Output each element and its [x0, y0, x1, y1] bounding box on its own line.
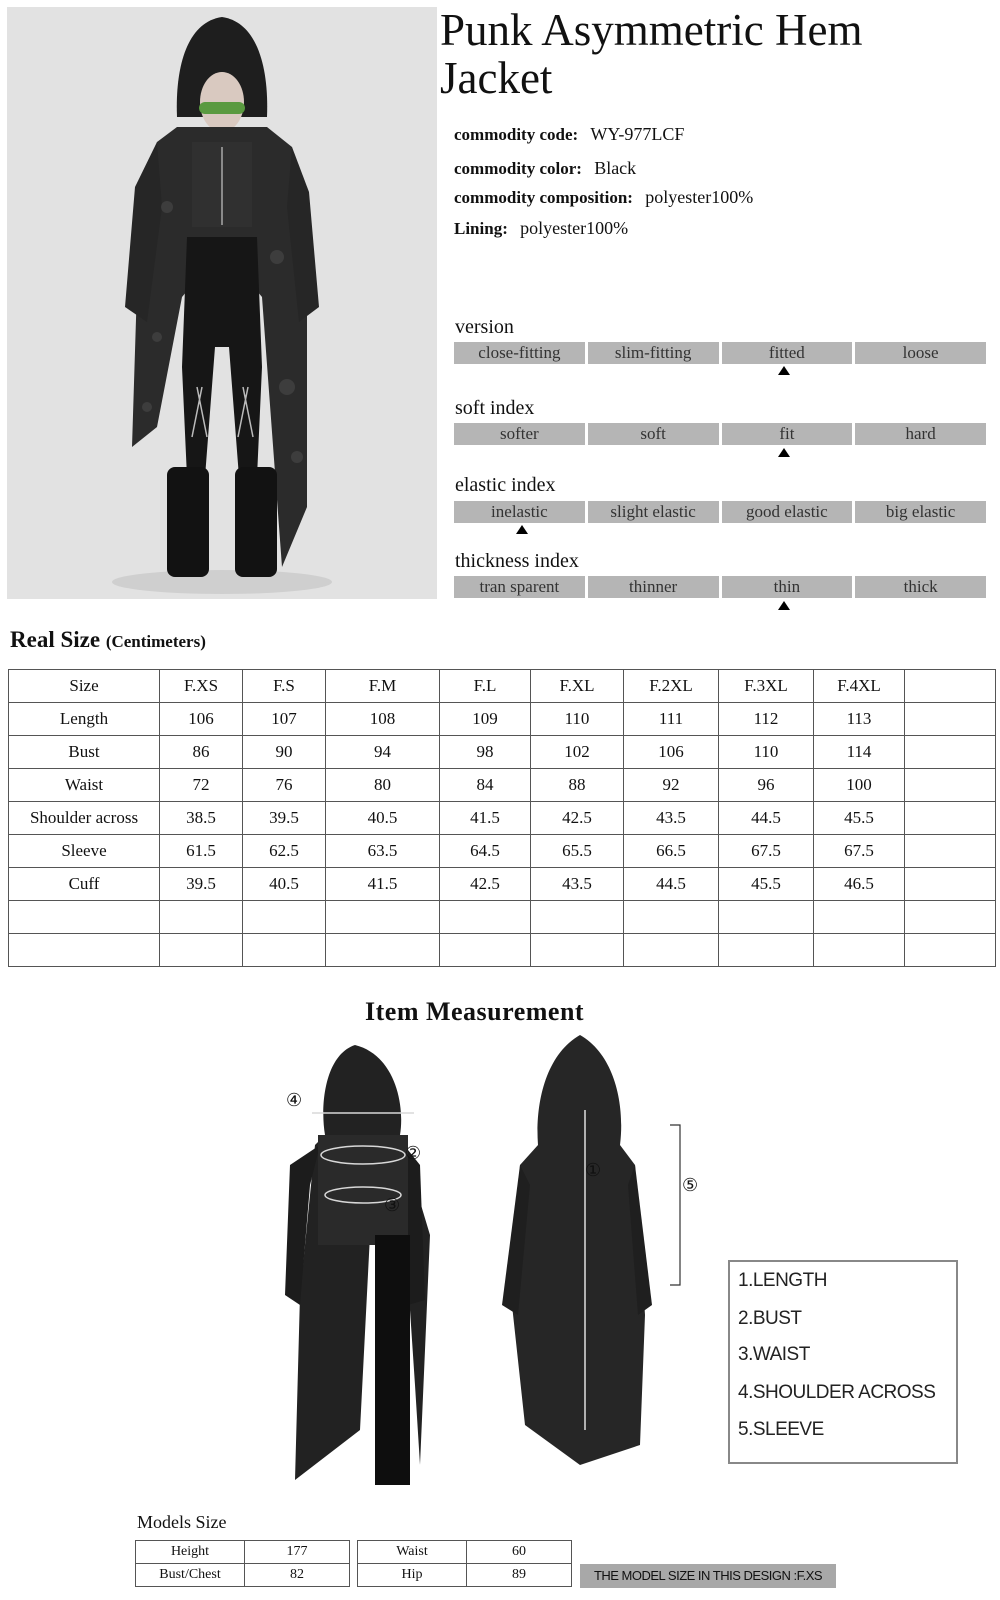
coat-diagram: [280, 1035, 720, 1495]
table-cell: 40.5: [326, 802, 440, 835]
table-cell: 86: [160, 736, 243, 769]
measurement-legend: [728, 1260, 958, 1464]
table-cell: 94: [326, 736, 440, 769]
table-cell: 177: [245, 1541, 350, 1564]
table-cell: [905, 934, 996, 967]
legend-item: 3.WAIST: [738, 1344, 810, 1365]
table-cell: 84: [440, 769, 531, 802]
table-cell: 102: [531, 736, 624, 769]
table-cell: 76: [243, 769, 326, 802]
table-cell: 111: [624, 703, 719, 736]
table-row: [136, 1564, 350, 1587]
thickness-index-option: thinner: [588, 576, 719, 598]
header-cell: F.XL: [531, 670, 624, 703]
header-cell: Size: [9, 670, 160, 703]
table-cell: [814, 934, 905, 967]
table-cell: [326, 934, 440, 967]
table-cell: 108: [326, 703, 440, 736]
item-measurement-title: Item Measurement: [365, 997, 585, 1026]
spec-commodity-composition: [454, 187, 753, 208]
legend-item: 1.LENGTH: [738, 1270, 827, 1291]
row-label-cell: Waist: [9, 769, 160, 802]
real-size-table: [8, 669, 996, 967]
table-cell: 39.5: [243, 802, 326, 835]
elastic-index-option: slight elastic: [588, 501, 719, 523]
soft-index-label: soft index: [455, 397, 535, 419]
table-cell: 110: [719, 736, 814, 769]
spec-value: WY-977LCF: [590, 124, 685, 144]
table-cell: 61.5: [160, 835, 243, 868]
table-cell: [531, 901, 624, 934]
real-size-body: [9, 670, 996, 967]
elastic-index-scale: [454, 501, 986, 523]
soft-index-option: softer: [454, 423, 585, 445]
table-cell: [243, 901, 326, 934]
table-cell: 92: [624, 769, 719, 802]
header-cell: F.L: [440, 670, 531, 703]
thickness-index-selected-marker-icon: [778, 601, 790, 610]
table-cell: [905, 769, 996, 802]
soft-index-option: fit: [722, 423, 853, 445]
elastic-index-option: inelastic: [454, 501, 585, 523]
table-cell: 67.5: [814, 835, 905, 868]
soft-index-option: soft: [588, 423, 719, 445]
table-cell: 72: [160, 769, 243, 802]
table-cell: 90: [243, 736, 326, 769]
table-cell: [905, 901, 996, 934]
real-size-title: Real Size: [10, 627, 101, 652]
table-cell: 46.5: [814, 868, 905, 901]
table-cell: [905, 703, 996, 736]
table-cell: 96: [719, 769, 814, 802]
table-cell: 110: [531, 703, 624, 736]
version-option: slim-fitting: [588, 342, 719, 364]
table-cell: 114: [814, 736, 905, 769]
marker-3: ③: [384, 1195, 401, 1215]
table-cell: [905, 835, 996, 868]
table-cell: 112: [719, 703, 814, 736]
row-label-cell: [9, 934, 160, 967]
table-cell: [905, 868, 996, 901]
table-cell: [905, 802, 996, 835]
table-row: [9, 835, 996, 868]
table-cell: 39.5: [160, 868, 243, 901]
models-size-table-right: [357, 1540, 572, 1587]
table-cell: 43.5: [531, 868, 624, 901]
real-size-heading: [10, 627, 206, 653]
header-cell: F.M: [326, 670, 440, 703]
version-scale: [454, 342, 986, 364]
table-cell: 44.5: [719, 802, 814, 835]
model-size-note: THE MODEL SIZE IN THIS DESIGN :F.XS: [580, 1564, 836, 1588]
table-cell: 89: [467, 1564, 572, 1587]
elastic-index-label: elastic index: [455, 474, 556, 496]
models-size-title: Models Size: [137, 1512, 227, 1532]
header-cell: F.4XL: [814, 670, 905, 703]
row-label-cell: Sleeve: [9, 835, 160, 868]
thickness-index-option: thick: [855, 576, 986, 598]
spec-value: polyester100%: [520, 218, 629, 238]
table-cell: 42.5: [440, 868, 531, 901]
table-cell: 42.5: [531, 802, 624, 835]
table-cell: 106: [160, 703, 243, 736]
header-cell: F.S: [243, 670, 326, 703]
elastic-index-option: good elastic: [722, 501, 853, 523]
spec-key: commodity color:: [454, 159, 582, 178]
thickness-index-option: tran sparent: [454, 576, 585, 598]
table-cell: [719, 934, 814, 967]
table-cell: [326, 901, 440, 934]
table-cell: 66.5: [624, 835, 719, 868]
version-option: fitted: [722, 342, 853, 364]
marker-5: ⑤: [682, 1175, 699, 1195]
soft-index-option: hard: [855, 423, 986, 445]
elastic-index-selected-marker-icon: [516, 525, 528, 534]
table-cell: 41.5: [326, 868, 440, 901]
spec-key: commodity composition:: [454, 188, 633, 207]
table-cell: 88: [531, 769, 624, 802]
version-option: close-fitting: [454, 342, 585, 364]
thickness-index-label: thickness index: [455, 550, 579, 572]
table-cell: 80: [326, 769, 440, 802]
table-cell: 38.5: [160, 802, 243, 835]
row-label-cell: Shoulder across: [9, 802, 160, 835]
table-row: [136, 1541, 350, 1564]
table-cell: [440, 934, 531, 967]
table-cell: [624, 901, 719, 934]
table-row: [9, 736, 996, 769]
model-illustration: [7, 7, 437, 599]
table-cell: 43.5: [624, 802, 719, 835]
table-cell: 45.5: [719, 868, 814, 901]
table-cell: [905, 736, 996, 769]
table-cell: [814, 901, 905, 934]
spec-value: Black: [594, 158, 637, 178]
table-cell: Hip: [358, 1564, 467, 1587]
marker-1: ①: [585, 1160, 602, 1180]
table-cell: [719, 901, 814, 934]
table-row: [358, 1541, 572, 1564]
product-title: Punk Asymmetric Hem Jacket: [440, 5, 863, 103]
table-cell: 44.5: [624, 868, 719, 901]
product-photo: [7, 7, 437, 599]
row-label-cell: Cuff: [9, 868, 160, 901]
table-cell: 40.5: [243, 868, 326, 901]
real-size-unit: (Centimeters): [105, 632, 206, 651]
elastic-index-option: big elastic: [855, 501, 986, 523]
table-cell: 82: [245, 1564, 350, 1587]
thickness-index-option: thin: [722, 576, 853, 598]
spec-commodity-code: [454, 124, 684, 145]
table-cell: 100: [814, 769, 905, 802]
table-cell: Bust/Chest: [136, 1564, 245, 1587]
spec-key: Lining:: [454, 219, 508, 238]
spec-lining: [454, 218, 628, 239]
table-row: [9, 802, 996, 835]
table-row: [9, 769, 996, 802]
row-label-cell: Length: [9, 703, 160, 736]
table-header-row: [9, 670, 996, 703]
table-cell: 113: [814, 703, 905, 736]
table-row: [9, 703, 996, 736]
table-cell: 106: [624, 736, 719, 769]
models-size-table-left: [135, 1540, 350, 1587]
spec-key: commodity code:: [454, 125, 579, 144]
table-cell: [440, 901, 531, 934]
header-cell: F.3XL: [719, 670, 814, 703]
version-selected-marker-icon: [778, 366, 790, 375]
legend-item: 2.BUST: [738, 1308, 802, 1329]
table-cell: 45.5: [814, 802, 905, 835]
table-cell: Waist: [358, 1541, 467, 1564]
table-cell: 107: [243, 703, 326, 736]
header-cell: F.XS: [160, 670, 243, 703]
version-option: loose: [855, 342, 986, 364]
table-row: [9, 934, 996, 967]
table-cell: [624, 934, 719, 967]
legend-item: 4.SHOULDER ACROSS: [738, 1382, 936, 1403]
header-cell: F.2XL: [624, 670, 719, 703]
row-label-cell: Bust: [9, 736, 160, 769]
table-row: [9, 901, 996, 934]
coat-illustration: [280, 1035, 720, 1495]
table-cell: 63.5: [326, 835, 440, 868]
table-cell: 67.5: [719, 835, 814, 868]
thickness-index-scale: [454, 576, 986, 598]
table-cell: [531, 934, 624, 967]
table-cell: 65.5: [531, 835, 624, 868]
table-cell: [160, 901, 243, 934]
spec-commodity-color: [454, 158, 636, 179]
row-label-cell: [9, 901, 160, 934]
table-cell: 60: [467, 1541, 572, 1564]
table-cell: 98: [440, 736, 531, 769]
table-cell: Height: [136, 1541, 245, 1564]
table-row: [358, 1564, 572, 1587]
table-cell: [160, 934, 243, 967]
table-cell: 62.5: [243, 835, 326, 868]
table-cell: 41.5: [440, 802, 531, 835]
version-label: version: [455, 316, 514, 338]
table-cell: 64.5: [440, 835, 531, 868]
table-row: [9, 868, 996, 901]
table-cell: [243, 934, 326, 967]
header-cell: [905, 670, 996, 703]
marker-2: ②: [405, 1143, 422, 1163]
soft-index-selected-marker-icon: [778, 448, 790, 457]
table-cell: 109: [440, 703, 531, 736]
spec-value: polyester100%: [645, 187, 754, 207]
legend-item: 5.SLEEVE: [738, 1419, 824, 1440]
marker-4: ④: [286, 1090, 303, 1110]
soft-index-scale: [454, 423, 986, 445]
